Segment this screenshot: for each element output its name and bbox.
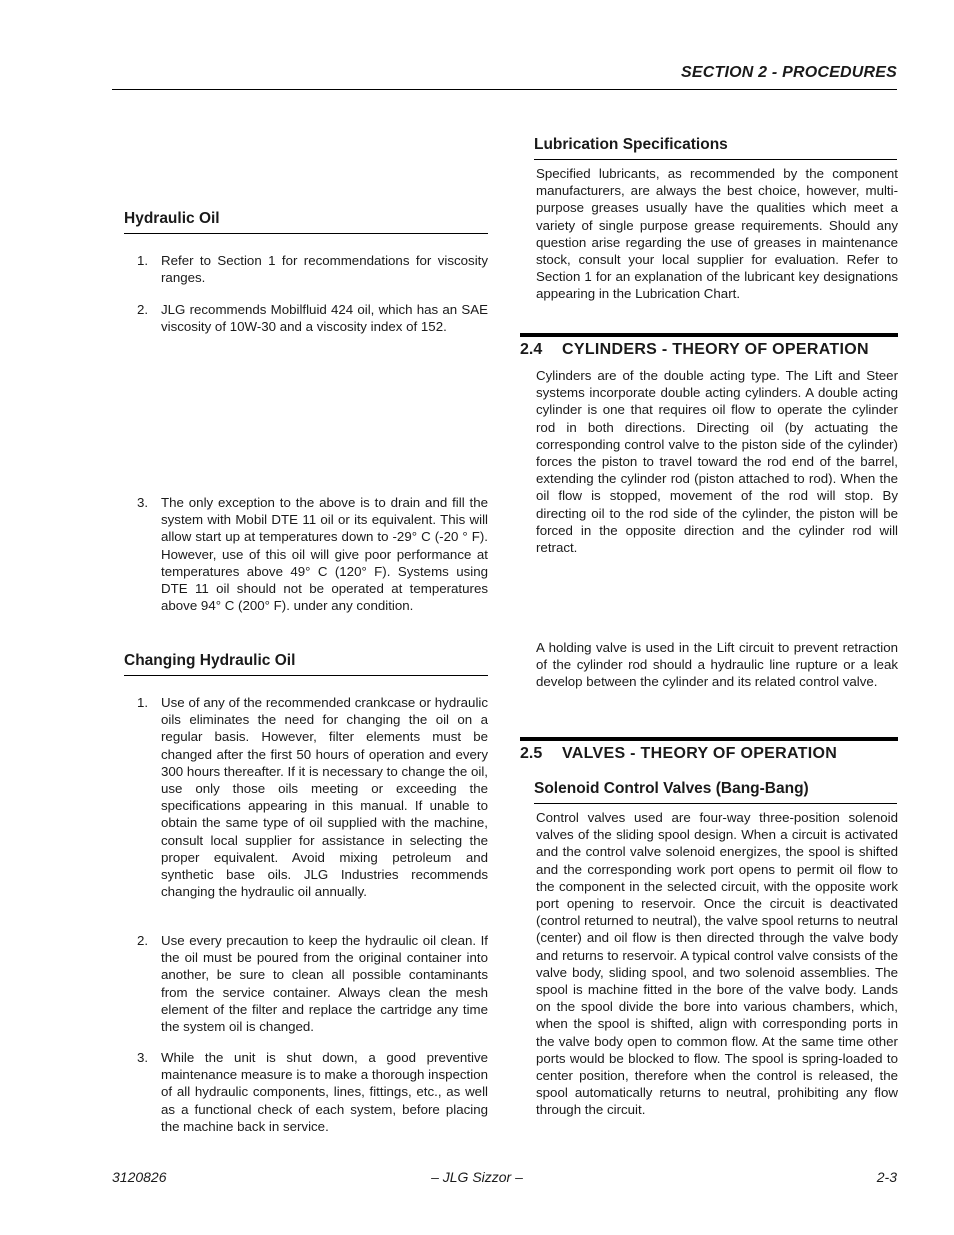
item-text: Use every precaution to keep the hydraulic oil clean. If the oil must be poured from the original container into another, be sure to clean all possible contaminants from the service container. Always clean the mesh element of the filter and replace the cartridge any time the system oil is changed. bbox=[161, 933, 488, 1035]
footer-title: – JLG Sizzor – bbox=[431, 1169, 523, 1185]
cylinders-paragraph-1: Cylinders are of the double acting type. The Lift and Steer systems incorporate double acting cylinders. A double acting cylinder is one that requires oil flow to operate the cylinder rod in both directions. Directing oil (by actuating the corresponding control valve to the piston side of the cylinder) forces the piston to travel toward the rod end of the barrel, extending the cylinder rod (piston attached to rod). When the oil flow is stopped, movement of the rod will stop. By directing oil to the rod side of the cylinder, the piston will be forced in the opposite direction and the cylinder rod will retract. bbox=[536, 368, 898, 556]
item-number: 3. bbox=[137, 1050, 149, 1065]
changing-oil-item-1 bbox=[137, 694, 488, 900]
hydraulic-oil-item-1 bbox=[137, 252, 488, 286]
footer-page-number: 2-3 bbox=[876, 1169, 897, 1185]
valves-paragraph: Control valves used are four-way three-position solenoid valves of the sliding spool design. When a circuit is activated and the control valve solenoid energizes, the spool is shifted and the corresponding work port opens to permit oil flow to the component in the selected circuit, with the opposite work port opening to reservoir. Once the circuit is deactivated (control returned to neutral), the valve spool returns to neutral (center) and oil flow is then directed through the valve body and returns to reservoir. A typical control valve consists of the valve body, sliding spool, and two solenoid assemblies. The spool is machine fitted in the bore of the valve body. Lands on the spool divide the bore into various chambers, which, when the spool is shifted, align with corresponding ports in the valve body open to common flow. At the same time other ports would be blocked to flow. The spool is spring-loaded to center position, therefore when the control is released, the spool automatically returns to neutral, prohibiting any flow through the circuit. bbox=[536, 810, 898, 1118]
cylinders-paragraph-2: A holding valve is used in the Lift circuit to prevent retraction of the cylinder rod should a hydraulic line rupture or a leak develop between the cylinder and its related control valve. bbox=[536, 640, 898, 690]
section-number: 2.4 bbox=[520, 341, 543, 358]
hydraulic-oil-heading: Hydraulic Oil bbox=[124, 210, 488, 234]
item-number: 3. bbox=[137, 495, 149, 510]
item-text: While the unit is shut down, a good preventive maintenance measure is to make a thorough inspection of all hydraulic components, lines, fittings, etc., as well as a functional check of each system, before placing the machine back in service. bbox=[161, 1050, 488, 1134]
header-rule bbox=[112, 89, 897, 90]
section-header-title: SECTION 2 - PROCEDURES bbox=[681, 64, 897, 81]
item-number: 2. bbox=[137, 302, 149, 317]
item-text: JLG recommends Mobilfluid 424 oil, which has an SAE viscosity of 10W-30 and a viscosity index of 152. bbox=[161, 302, 488, 335]
item-text: The only exception to the above is to drain and fill the system with Mobil DTE 11 oil or its equivalent. This will allow start up at temperatures down to -29° C (-20 ° F). However, use of this oil will give poor performance at temperatures above 49° C (120° F). Systems using DTE 11 oil should not be operated at temperatures above 94° C (200° F). under any condition. bbox=[161, 495, 488, 614]
section-title: CYLINDERS - THEORY OF OPERATION bbox=[562, 341, 869, 358]
item-number: 2. bbox=[137, 933, 149, 948]
changing-hydraulic-oil-heading: Changing Hydraulic Oil bbox=[124, 652, 488, 676]
valves-section-heading bbox=[520, 737, 898, 763]
item-number: 1. bbox=[137, 253, 149, 268]
solenoid-control-valves-heading: Solenoid Control Valves (Bang-Bang) bbox=[534, 780, 897, 804]
section-title: VALVES - THEORY OF OPERATION bbox=[562, 745, 838, 762]
footer-document-number: 3120826 bbox=[112, 1169, 167, 1185]
lubrication-specifications-heading: Lubrication Specifications bbox=[534, 136, 897, 160]
changing-oil-item-3 bbox=[137, 1049, 488, 1135]
section-number: 2.5 bbox=[520, 745, 543, 762]
item-number: 1. bbox=[137, 695, 149, 710]
lubrication-specifications-text: Specified lubricants, as recommended by the component manufacturers, are always the best choice, however, multi-purpose greases usually have the qualities which meet a variety of single purpose grease requirements. Should any question arise regarding the use of greases in maintenance stock, consult your local supplier for evaluation. Refer to Section 1 for an explanation of the lubricant key designations appearing in the Lubrication Chart. bbox=[536, 166, 898, 302]
cylinders-section-heading bbox=[520, 333, 898, 359]
hydraulic-oil-item-2 bbox=[137, 301, 488, 335]
item-text: Refer to Section 1 for recommendations for viscosity ranges. bbox=[161, 253, 488, 286]
changing-oil-item-2 bbox=[137, 932, 488, 1035]
hydraulic-oil-item-3 bbox=[137, 494, 488, 614]
item-text: Use of any of the recommended crankcase or hydraulic oils eliminates the need for changing the oil on a regular basis. However, filter elements must be changed after the first 50 hours of operation and every 300 hours thereafter. If it is necessary to change the oil, use only those oils meeting or exceeding the specifications appearing in this manual. If unable to obtain the same type of oil supplied with the machine, consult local supplier for assistance in selecting the proper equivalent. Avoid mixing petroleum and synthetic base oils. JLG Industries recommends changing the hydraulic oil annually. bbox=[161, 695, 488, 900]
